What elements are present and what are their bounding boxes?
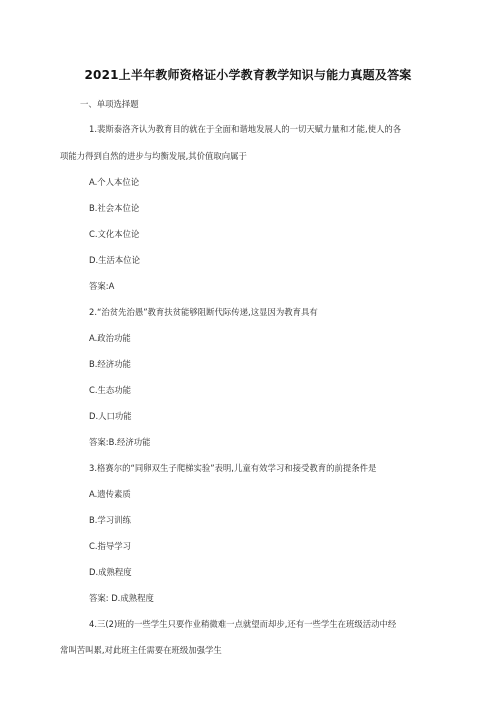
- document-title: 2021上半年教师资格证小学教育教学知识与能力真题及答案: [84, 68, 412, 82]
- question-2-option-d: D.人口功能: [89, 411, 132, 421]
- question-4-stem: 4.三(2)班的一些学生只要作业稍微难一点就望而却步,还有一些学生在班级活动中经: [89, 619, 397, 629]
- question-3-option-b: B.学习训练: [89, 515, 131, 525]
- question-4-stem-cont: 常叫苦叫累,对此班主任需要在班级加强学生: [60, 645, 222, 655]
- question-1-option-d: D.生活本位论: [89, 255, 140, 265]
- question-1-option-c: C.文化本位论: [89, 229, 140, 239]
- question-3-option-c: C.指导学习: [89, 541, 132, 551]
- question-3-stem: 3.格赛尔的“同卵双生子爬梯实验”表明,儿童有效学习和接受教育的前提条件是: [89, 463, 377, 473]
- question-1-stem-cont: 项能力得到自然的进步与均衡发展,其价值取向属于: [60, 151, 247, 161]
- question-2-option-a: A.政治功能: [89, 333, 131, 343]
- question-1-option-a: A.个人本位论: [89, 177, 140, 187]
- question-1-stem: 1.裴斯泰洛齐认为教育目的就在于全面和谐地发展人的一切天赋力量和才能,使人的各: [89, 124, 402, 134]
- question-3-option-a: A.遗传素质: [89, 489, 131, 499]
- question-2-stem: 2.“治贫先治愚”教育扶贫能够阻断代际传递,这显因为教育具有: [89, 307, 318, 317]
- question-3-option-d: D.成熟程度: [89, 567, 132, 577]
- question-1-answer: 答案:A: [89, 281, 115, 291]
- question-2-option-b: B.经济功能: [89, 359, 131, 369]
- question-1-option-b: B.社会本位论: [89, 203, 140, 213]
- question-2-option-c: C.生态功能: [89, 385, 132, 395]
- question-3-answer: 答案: D.成熟程度: [89, 593, 154, 603]
- question-2-answer: 答案:B.经济功能: [89, 437, 151, 447]
- section-heading: 一、单项选择题: [80, 99, 139, 109]
